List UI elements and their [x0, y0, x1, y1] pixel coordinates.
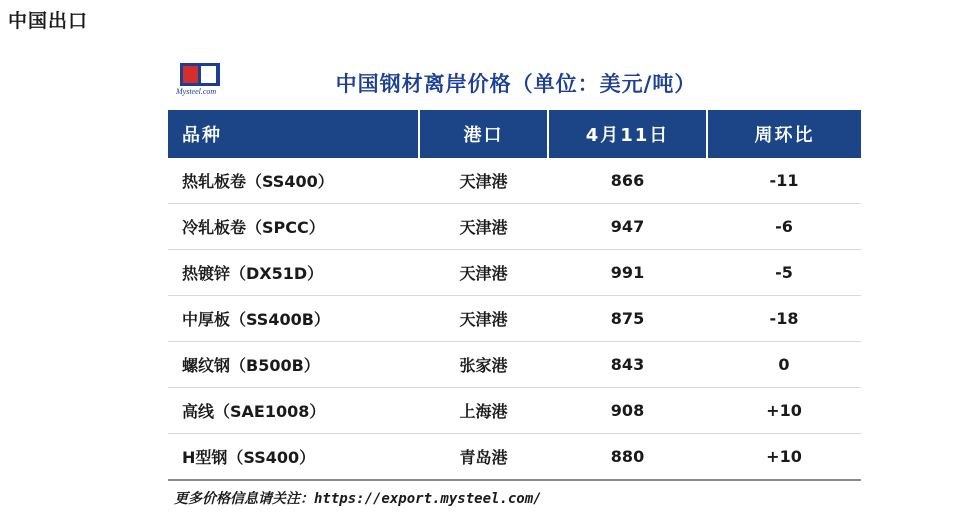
cell-change: +10: [707, 434, 861, 481]
cell-port: 天津港: [419, 158, 548, 204]
cell-price: 880: [548, 434, 707, 481]
table-row: [168, 250, 861, 296]
cell-port: 上海港: [419, 388, 548, 434]
cell-port: 青岛港: [419, 434, 548, 481]
table-body: [168, 158, 861, 480]
cell-price: 908: [548, 388, 707, 434]
cell-change: -5: [707, 250, 861, 296]
cell-variety: 中厚板（SS400B）: [168, 296, 419, 342]
cell-port: 张家港: [419, 342, 548, 388]
cell-change: -6: [707, 204, 861, 250]
mysteel-logo-icon: [172, 63, 232, 103]
cell-price: 875: [548, 296, 707, 342]
steel-price-table: [168, 110, 861, 481]
logo-mark: [180, 63, 220, 86]
cell-change: -18: [707, 296, 861, 342]
price-table-card: [168, 56, 834, 508]
table-row: [168, 342, 861, 388]
page-title: 中国出口: [8, 11, 89, 32]
cell-price: 866: [548, 158, 707, 204]
cell-variety: 高线（SAE1008）: [168, 388, 419, 434]
cell-change: -11: [707, 158, 861, 204]
table-row: [168, 158, 861, 204]
footer-url[interactable]: https://export.mysteel.com/: [314, 491, 542, 507]
cell-variety: H型钢（SS400）: [168, 434, 419, 481]
card-title: 中国钢材离岸价格（单位：美元/吨）: [335, 72, 697, 96]
cell-variety: 热轧板卷（SS400）: [168, 158, 419, 204]
column-header-price: 4月11日: [548, 110, 707, 158]
cell-price: 991: [548, 250, 707, 296]
cell-variety: 冷轧板卷（SPCC）: [168, 204, 419, 250]
cell-change: 0: [707, 342, 861, 388]
table-row: [168, 388, 861, 434]
cell-port: 天津港: [419, 204, 548, 250]
column-header-variety: 品种: [168, 110, 419, 158]
column-header-change: 周环比: [707, 110, 861, 158]
table-header-row: [168, 110, 861, 158]
cell-change: +10: [707, 388, 861, 434]
table-row: [168, 434, 861, 481]
table-row: [168, 296, 861, 342]
cell-price: 843: [548, 342, 707, 388]
cell-port: 天津港: [419, 296, 548, 342]
cell-price: 947: [548, 204, 707, 250]
cell-port: 天津港: [419, 250, 548, 296]
card-header: [168, 56, 834, 110]
footer-label: 更多价格信息请关注：: [174, 491, 314, 507]
cell-variety: 热镀锌（DX51D）: [168, 250, 419, 296]
logo-wordmark: Mysteel.com: [176, 87, 217, 96]
table-row: [168, 204, 861, 250]
column-header-port: 港口: [419, 110, 548, 158]
card-footer: [168, 488, 834, 508]
cell-variety: 螺纹钢（B500B）: [168, 342, 419, 388]
